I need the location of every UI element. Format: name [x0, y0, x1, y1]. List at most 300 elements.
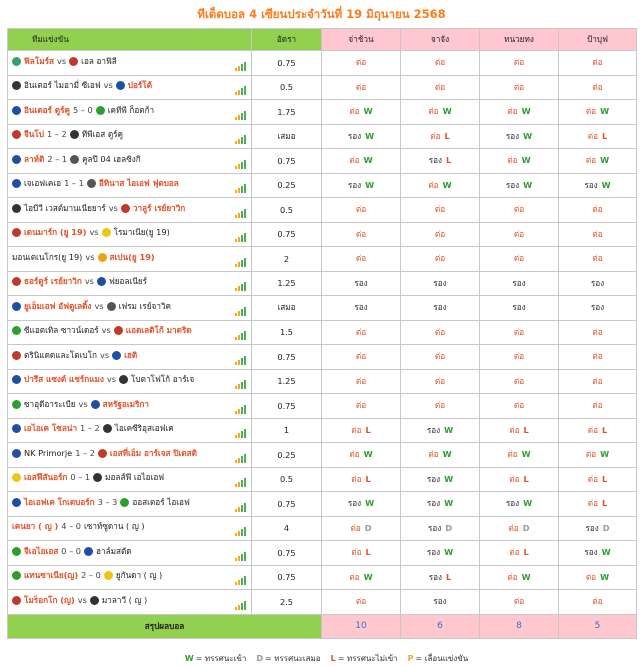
- match-cell: [8, 271, 252, 296]
- odds-cell: เสมอ: [252, 296, 322, 321]
- summary-label: สรุปผลบอล: [8, 614, 322, 638]
- tip-pick: ต่อ: [592, 253, 603, 264]
- table-row: [8, 271, 637, 296]
- tip-result: W: [444, 498, 454, 509]
- stats-bars-icon[interactable]: [235, 258, 246, 267]
- odds-cell: 0.5: [252, 467, 322, 492]
- tip-pick: รอง: [426, 547, 441, 558]
- home-team-name: ซาอุดีอาระเบีย: [24, 398, 76, 409]
- table-row: [8, 51, 637, 76]
- tip-cell: [401, 418, 480, 443]
- tip-pick: รอง: [347, 179, 362, 190]
- tip-pick: รอง: [426, 498, 441, 509]
- away-team-logo-icon: [91, 400, 100, 409]
- tip-pick: ต่อ: [513, 228, 525, 239]
- page-title: ทีเด็ดบอล 4 เซียนประจำวันที่ 19 มิถุนายน 2568: [197, 7, 446, 21]
- tip-result: D: [364, 522, 372, 533]
- tip-cell: [559, 443, 637, 468]
- stats-bars-icon[interactable]: [235, 527, 246, 536]
- away-team-name: ออสเตอร์ ไอเอฟ: [132, 496, 190, 507]
- tip-result: W: [523, 130, 533, 141]
- table-row: [8, 590, 637, 615]
- tip-pick: ต่อ: [349, 155, 360, 166]
- stats-bars-icon[interactable]: [235, 429, 246, 438]
- tip-pick: ต่อ: [507, 106, 518, 117]
- tip-cell: [401, 149, 480, 174]
- tip-pick: รอง: [585, 522, 599, 533]
- tip-pick: ต่อ: [587, 473, 598, 484]
- away-team-logo-icon: [120, 498, 129, 507]
- tip-cell: [480, 222, 559, 247]
- table-row: [8, 100, 637, 125]
- tip-result: W: [442, 449, 452, 460]
- tip-pick: ต่อ: [513, 326, 525, 337]
- odds-cell: 0.75: [252, 541, 322, 566]
- tip-cell: [401, 247, 480, 272]
- tip-result: W: [442, 106, 452, 117]
- odds-cell: 0.75: [252, 565, 322, 590]
- away-team-name: วาลูร์ เรย์ยาวิก: [132, 202, 186, 213]
- match-cell: [8, 247, 252, 272]
- tip-cell: [401, 492, 480, 517]
- home-team-logo-icon: [12, 596, 21, 605]
- stats-bars-icon[interactable]: [235, 454, 246, 463]
- table-row: [8, 173, 637, 198]
- match-cell: [8, 51, 252, 76]
- home-team-name: ไอเอฟเค โกเตบอร์ก: [24, 496, 95, 507]
- stats-bars-icon[interactable]: [235, 331, 246, 340]
- tip-result: L: [602, 130, 608, 141]
- match-cell: [8, 124, 252, 149]
- tip-cell: [480, 51, 559, 76]
- tip-result: L: [365, 424, 371, 435]
- header-match: ทีมแข่งขัน: [8, 29, 252, 51]
- away-team-name: มอลส์ฟี เอไอเอฟ: [105, 472, 165, 483]
- tip-cell: [322, 418, 401, 443]
- match-cell: [8, 75, 252, 100]
- tip-cell: [322, 173, 401, 198]
- table-row: [8, 492, 637, 517]
- odds-cell: 0.25: [252, 443, 322, 468]
- home-team-name: มอนเตเนโกร(ยู 19): [12, 251, 83, 262]
- tip-result: D: [445, 522, 453, 533]
- match-score: 1 – 2: [75, 447, 95, 458]
- table-row: [8, 198, 637, 223]
- stats-bars-icon[interactable]: [235, 503, 246, 512]
- tip-result: W: [363, 449, 373, 460]
- table-row: [8, 418, 637, 443]
- tip-pick: รอง: [512, 302, 526, 313]
- tip-pick: รอง: [428, 571, 443, 582]
- match-cell: [8, 565, 252, 590]
- tip-pick: ต่อ: [507, 571, 518, 582]
- tip-result: L: [602, 498, 608, 509]
- tip-pick: ต่อ: [434, 351, 446, 362]
- home-team-name: จีนโป: [24, 129, 44, 140]
- away-team-name: อีทินาส ไอเอฟ ฟุตบอล: [98, 178, 179, 189]
- away-team-name: ยูกันดา ( ญ ): [115, 570, 163, 581]
- match-score: 2 – 1: [47, 153, 68, 164]
- tip-cell: [322, 345, 401, 370]
- home-team-logo-icon: [12, 57, 21, 66]
- home-team-name: เอไอเค โซลน่า: [24, 423, 78, 434]
- tip-cell: [322, 590, 401, 615]
- odds-cell: 2.5: [252, 590, 322, 615]
- home-team-name: ยูเอ็มเอฟ อัฟตูเลดิ้ง: [24, 300, 92, 311]
- legend-text: = ทรรศนะเสมอ: [264, 654, 321, 663]
- away-team-name: เคทีพี ก็อตก้า: [107, 104, 155, 115]
- tip-pick: ต่อ: [434, 326, 446, 337]
- tip-pick: ต่อ: [513, 204, 525, 215]
- away-team-logo-icon: [70, 130, 79, 139]
- tip-result: W: [444, 473, 454, 484]
- tip-cell: [401, 51, 480, 76]
- odds-cell: 1: [252, 418, 322, 443]
- tip-pick: รอง: [433, 596, 447, 607]
- tip-pick: ต่อ: [355, 400, 367, 411]
- summary-value: 6: [401, 614, 480, 638]
- tip-cell: [559, 516, 637, 541]
- summary-value: 5: [559, 614, 637, 638]
- tip-result: L: [446, 571, 452, 582]
- tip-pick: ต่อ: [592, 228, 603, 239]
- tip-cell: [401, 320, 480, 345]
- tip-result: W: [442, 179, 452, 190]
- tip-result: W: [521, 106, 531, 117]
- odds-cell: 0.75: [252, 345, 322, 370]
- tip-pick: ต่อ: [434, 57, 446, 68]
- match-score: 0 – 0: [61, 545, 81, 556]
- away-team-name: คูลปี 04 เฮลซิงกิ: [82, 153, 141, 164]
- tip-result: W: [523, 179, 533, 190]
- tip-pick: รอง: [433, 277, 447, 288]
- home-team-logo-icon: [12, 204, 21, 213]
- tip-cell: [401, 345, 480, 370]
- tip-pick: ต่อ: [592, 57, 603, 68]
- tip-result: L: [602, 424, 608, 435]
- tip-pick: ต่อ: [355, 228, 367, 239]
- tip-result: W: [444, 424, 454, 435]
- home-team-name: อินเตอร์ ตูร์คู: [24, 104, 70, 115]
- header-tipster-3: ทนวยทง: [480, 29, 559, 51]
- match-score: vs: [99, 349, 110, 360]
- away-team-logo-icon: [104, 571, 113, 580]
- stats-bars-icon[interactable]: [235, 282, 246, 291]
- away-team-name: เฟรม เรย์จาวิค: [118, 300, 172, 311]
- tip-result: L: [523, 473, 529, 484]
- legend-text: = ทรรศนะเข้า: [195, 654, 247, 663]
- tip-cell: [559, 51, 637, 76]
- table-row: [8, 149, 637, 174]
- odds-cell: 0.75: [252, 492, 322, 517]
- tip-cell: [322, 296, 401, 321]
- tip-pick: รอง: [590, 302, 605, 313]
- tip-pick: รอง: [427, 522, 442, 533]
- match-score: 3 – 3: [97, 496, 118, 507]
- tip-cell: [559, 75, 637, 100]
- table-row: [8, 124, 637, 149]
- tip-result: W: [365, 498, 375, 509]
- tip-pick: ต่อ: [351, 424, 362, 435]
- away-team-logo-icon: [114, 326, 123, 335]
- stats-bars-icon[interactable]: [235, 209, 246, 218]
- match-cell: [8, 467, 252, 492]
- match-score: 1 – 2: [80, 423, 100, 434]
- tip-pick: รอง: [347, 498, 362, 509]
- odds-cell: 0.5: [252, 75, 322, 100]
- stats-bars-icon[interactable]: [235, 184, 246, 193]
- odds-cell: 0.75: [252, 222, 322, 247]
- tip-cell: [480, 443, 559, 468]
- home-team-name: ซีแอตเทิล ซาวน์เดอร์: [24, 325, 99, 336]
- table-row: [8, 541, 637, 566]
- tip-pick: ต่อ: [592, 375, 603, 386]
- home-team-name: ปารีส แซงต์ แชร์กแมง: [24, 374, 104, 385]
- home-team-name: ไอบีวี เวสต์มานเนียยาร์: [24, 202, 106, 213]
- header-tipster-2: จาจัง: [401, 29, 480, 51]
- stats-bars-icon[interactable]: [235, 478, 246, 487]
- tip-pick: ต่อ: [434, 204, 446, 215]
- away-team-logo-icon: [93, 473, 102, 482]
- home-team-name: ตรินิแดดและโตเบโก: [24, 349, 97, 360]
- tip-cell: [401, 198, 480, 223]
- tip-cell: [322, 124, 401, 149]
- tip-pick: ต่อ: [592, 326, 603, 337]
- match-score: 4 – 0: [61, 521, 81, 532]
- home-team-name: ธอร์ดูร์ เรย์ยาวิก: [24, 276, 82, 287]
- tip-cell: [401, 516, 480, 541]
- tip-pick: รอง: [428, 155, 443, 166]
- odds-cell: 0.25: [252, 173, 322, 198]
- home-team-logo-icon: [12, 547, 21, 556]
- away-team-name: โบตาโฟโก้ อาร์เจ: [131, 374, 195, 385]
- home-team-logo-icon: [12, 179, 21, 188]
- tip-cell: [480, 492, 559, 517]
- stats-bars-icon[interactable]: [235, 601, 246, 610]
- home-team-name: เดนมาร์ก (ยู 19): [24, 227, 87, 238]
- tip-result: W: [600, 155, 610, 166]
- tip-pick: ต่อ: [349, 571, 360, 582]
- tip-pick: รอง: [584, 179, 598, 190]
- stats-bars-icon[interactable]: [235, 233, 246, 242]
- match-score: vs: [84, 276, 94, 287]
- away-team-logo-icon: [121, 204, 130, 213]
- away-team-logo-icon: [98, 449, 107, 458]
- tip-result: W: [600, 449, 610, 460]
- away-team-name: โรมาเนีย(ยู 19): [113, 227, 170, 238]
- stats-bars-icon[interactable]: [235, 356, 246, 365]
- tip-pick: ต่อ: [585, 106, 597, 117]
- away-team-logo-icon: [96, 106, 105, 115]
- tip-pick: รอง: [347, 130, 362, 141]
- tip-cell: [559, 467, 637, 492]
- tip-pick: ต่อ: [592, 351, 603, 362]
- match-cell: [8, 492, 252, 517]
- match-cell: [8, 418, 252, 443]
- odds-cell: 4: [252, 516, 322, 541]
- tip-result: W: [523, 498, 533, 509]
- tip-pick: ต่อ: [434, 375, 446, 386]
- tip-pick: ต่อ: [507, 449, 518, 460]
- tip-cell: [401, 124, 480, 149]
- legend-key: L: [330, 654, 336, 663]
- home-team-logo-icon: [12, 498, 21, 507]
- tip-cell: [401, 100, 480, 125]
- tip-pick: ต่อ: [428, 449, 439, 460]
- tip-cell: [480, 565, 559, 590]
- tip-cell: [480, 369, 559, 394]
- stats-bars-icon[interactable]: [235, 380, 246, 389]
- away-team-name: ฟยอลเนียร์: [108, 276, 148, 287]
- legend-text: = เลื่อนแข่งขัน: [415, 654, 469, 663]
- tip-cell: [401, 222, 480, 247]
- tip-pick: ต่อ: [355, 57, 367, 68]
- tip-pick: ต่อ: [509, 424, 520, 435]
- home-team-name: เอสฟีสันอร์ก: [24, 472, 68, 483]
- tip-cell: [480, 590, 559, 615]
- away-team-name: เอสที่เอ็ม อาร์เจส ปิเดสติ: [109, 447, 197, 458]
- tip-cell: [559, 296, 637, 321]
- home-team-logo-icon: [12, 424, 21, 433]
- away-team-name: แอตเลติโก้ มาดริด: [125, 325, 192, 336]
- tip-pick: ต่อ: [428, 106, 439, 117]
- match-score: vs: [101, 325, 111, 336]
- away-team-logo-icon: [116, 81, 125, 90]
- home-team-name: แทนซาเนีย(ญ): [24, 570, 79, 581]
- tip-cell: [480, 467, 559, 492]
- tip-cell: [322, 369, 401, 394]
- match-score: 1 – 1: [64, 178, 84, 189]
- match-cell: [8, 320, 252, 345]
- away-team-logo-icon: [112, 351, 121, 360]
- stats-bars-icon[interactable]: [235, 135, 246, 144]
- tip-cell: [480, 271, 559, 296]
- match-cell: [8, 100, 252, 125]
- match-score: vs: [85, 251, 95, 262]
- away-team-logo-icon: [70, 155, 79, 164]
- odds-cell: 2: [252, 247, 322, 272]
- legend: [0, 652, 643, 665]
- tip-pick: รอง: [512, 277, 526, 288]
- tip-result: W: [521, 155, 531, 166]
- away-team-name: ทีพีเอส ตูร์คู: [81, 129, 124, 140]
- header-tipster-4: ป้าบุฟ: [559, 29, 637, 51]
- tip-cell: [401, 271, 480, 296]
- tip-cell: [480, 296, 559, 321]
- tip-pick: รอง: [354, 277, 368, 288]
- home-team-logo-icon: [12, 277, 21, 286]
- tip-cell: [559, 149, 637, 174]
- tip-cell: [480, 198, 559, 223]
- away-team-name: ปอร์โต้: [127, 80, 153, 91]
- tip-cell: [322, 492, 401, 517]
- tip-pick: ต่อ: [513, 596, 525, 607]
- stats-bars-icon[interactable]: [235, 576, 246, 585]
- table-row: [8, 394, 637, 419]
- home-team-logo-icon: [12, 302, 21, 311]
- tip-cell: [559, 100, 637, 125]
- stats-bars-icon[interactable]: [235, 86, 246, 95]
- table-row: [8, 345, 637, 370]
- home-team-logo-icon: [12, 228, 21, 237]
- tip-pick: ต่อ: [355, 204, 367, 215]
- tip-pick: รอง: [433, 302, 447, 313]
- tip-pick: ต่อ: [587, 424, 598, 435]
- stats-bars-icon[interactable]: [235, 160, 246, 169]
- tip-result: W: [444, 547, 454, 558]
- summary-value: 10: [322, 614, 401, 638]
- tip-cell: [559, 198, 637, 223]
- table-row: [8, 247, 637, 272]
- tip-cell: [559, 247, 637, 272]
- tip-cell: [322, 541, 401, 566]
- tip-pick: ต่อ: [434, 400, 446, 411]
- tip-pick: ต่อ: [509, 473, 520, 484]
- odds-cell: 0.75: [252, 149, 322, 174]
- match-score: vs: [78, 398, 88, 409]
- stats-bars-icon[interactable]: [235, 405, 246, 414]
- tip-result: W: [363, 106, 373, 117]
- match-cell: [8, 173, 252, 198]
- tip-pick: ต่อ: [350, 522, 361, 533]
- match-cell: [8, 394, 252, 419]
- odds-cell: 1.5: [252, 320, 322, 345]
- home-team-name: จีเอไอเอส: [24, 545, 59, 556]
- legend-key: P: [407, 654, 414, 663]
- tip-pick: รอง: [584, 547, 598, 558]
- home-team-logo-icon: [12, 155, 21, 164]
- stats-bars-icon[interactable]: [235, 62, 246, 71]
- tip-result: L: [523, 424, 529, 435]
- home-team-name: เคนยา ( ญ ): [12, 521, 59, 532]
- away-team-logo-icon: [97, 277, 106, 286]
- tip-cell: [322, 247, 401, 272]
- tip-pick: ต่อ: [428, 179, 439, 190]
- tip-cell: [480, 75, 559, 100]
- home-team-logo-icon: [12, 375, 21, 384]
- home-team-name: NK Primorje: [24, 447, 73, 458]
- tip-cell: [480, 100, 559, 125]
- tip-pick: ต่อ: [592, 81, 603, 92]
- tip-cell: [322, 394, 401, 419]
- stats-bars-icon[interactable]: [235, 552, 246, 561]
- tip-pick: ต่อ: [434, 228, 446, 239]
- away-team-name: สหรัฐอเมริกา: [102, 398, 149, 409]
- tip-result: W: [600, 106, 610, 117]
- header-odds: อัตรา: [252, 29, 322, 51]
- match-cell: [8, 198, 252, 223]
- table-row: [8, 516, 637, 541]
- stats-bars-icon[interactable]: [235, 307, 246, 316]
- tip-result: L: [365, 547, 371, 558]
- tip-pick: ต่อ: [592, 400, 603, 411]
- tip-cell: [401, 173, 480, 198]
- match-cell: [8, 443, 252, 468]
- tip-result: D: [522, 522, 530, 533]
- tip-pick: รอง: [505, 179, 520, 190]
- tip-cell: [401, 369, 480, 394]
- tip-pick: รอง: [590, 277, 605, 288]
- match-score: vs: [77, 594, 87, 605]
- tip-pick: ต่อ: [585, 571, 597, 582]
- stats-bars-icon[interactable]: [235, 111, 246, 120]
- odds-cell: 0.75: [252, 394, 322, 419]
- tips-table: [7, 28, 637, 639]
- tip-pick: ต่อ: [587, 498, 598, 509]
- tip-pick: รอง: [354, 302, 368, 313]
- tip-result: L: [523, 547, 529, 558]
- match-score: 2 – 0: [81, 570, 101, 581]
